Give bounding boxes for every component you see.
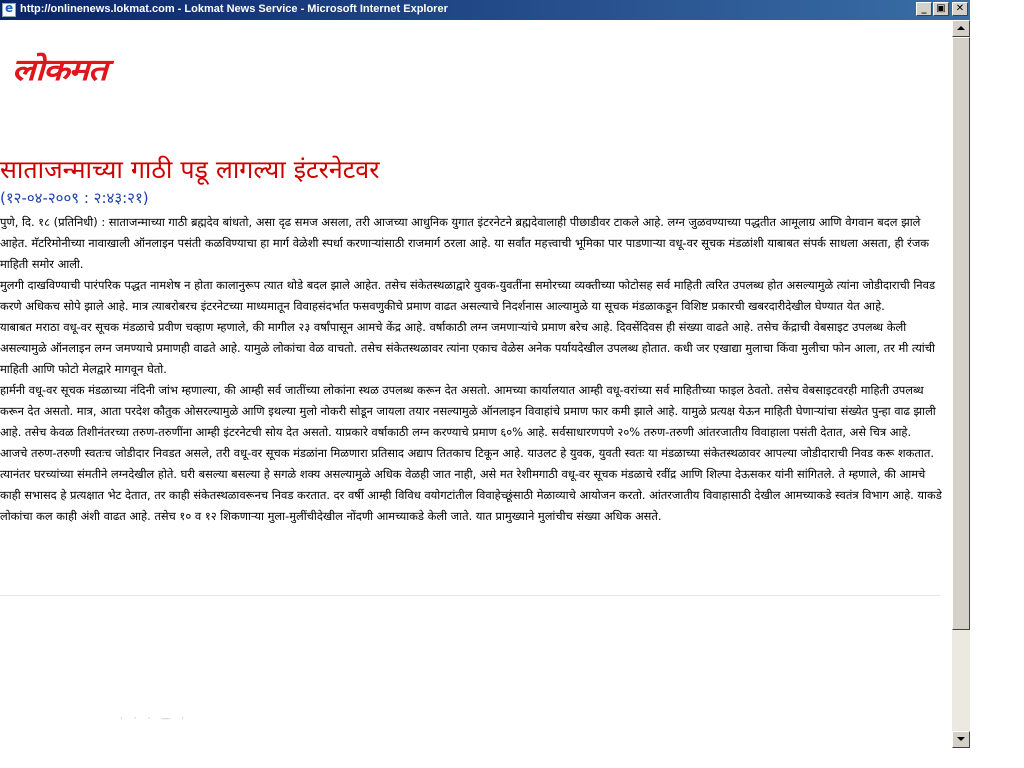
desktop-background [970, 0, 1024, 768]
minimize-button[interactable]: _ [916, 2, 932, 16]
article-body [0, 212, 948, 527]
window-title-bar[interactable] [0, 0, 970, 20]
article-dateline: (१२-०४-२००९ : २:४३:२१) [0, 189, 149, 207]
maximize-button[interactable]: ▣ [933, 2, 949, 16]
close-button[interactable]: ✕ [952, 2, 968, 16]
scroll-down-button[interactable] [952, 731, 970, 748]
window-title: http://onlinenews.lokmat.com - Lokmat News Service - Microsoft Internet Explorer [20, 3, 448, 15]
article-paragraph: पुणे, दि. १८ (प्रतिनिधी) : साताजन्माच्या गाठी ब्रह्मदेव बांधतो, असा दृढ समज असला, तरी आजच्या आधुनिक युगात इंटरनेटने ब्रह्मदेवालाही पीछाडीवर टाकले आहे. लग्न जुळवण्याच्या पद्धतीत आमूलाग्र आणि वेगवान बदल झाले आहेत. मॅटरिमोनीच्या नावाखाली ऑनलाइन पसंती कळविण्याचा हा मार्ग वेळेशी स्पर्धा करणाऱ्यांसाठी राजमार्ग ठरला आहे. या सर्वांत महत्त्वाची भूमिका पार पाडणाऱ्या वधू-वर सूचक मंडळांशी याबाबत संपर्क साधला असता, ही रंजक माहिती समोर आली. [0, 215, 930, 271]
article-headline: साताजन्माच्या गाठी पडू लागल्या इंटरनेटवर [0, 155, 380, 184]
article-paragraph: मुलगी दाखविण्याची पारंपरिक पद्धत नामशेष न होता कालानुरूप त्यात थोडे बदल झाले आहेत. तसेच संकेतस्थळाद्वारे युवक-युवतींना समोरच्या व्यक्तीच्या फोटोसह सर्व माहिती त्वरित उपलब्ध होत असल्यामुळे त्यांना जोडीदाराची निवड करणे अधिकच सोपे झाले आहे. मात्र त्याबरोबरच इंटरनेटच्या माध्यमातून विवाहसंदर्भात फसवणुकीचे प्रमाण वाढत असल्याचे निदर्शनास आल्यामुळे या सूचक मंडळाकडून विशिष्ट प्रकारची खबरदारीदेखील घेण्यात येत आहे. [0, 278, 936, 313]
ie-icon [2, 3, 16, 17]
content-divider [0, 595, 940, 596]
article-paragraph: हार्मनी वधू-वर सूचक मंडळाच्या नंदिनी जांभ म्हणाल्या, की आम्ही सर्व जातींच्या लोकांना स्थळ उपलब्ध करून देत असतो. आमच्या कार्यालयात आम्ही वधू-वरांच्या सर्व माहितीच्या फाइल ठेवतो. तसेच वेबसाइटवरही माहिती उपलब्ध करून देत असतो. मात्र, आता परदेश कौतुक ओसरल्यामुळे आणि इथल्या मुलो नोकरी सोडून जायला तयार नसल्यामुळे ऑनलाइन विवाहांचे प्रमाण फार कमी झाले आहे. यामुळे प्रत्यक्ष येऊन माहिती घेणाऱ्यांचा संख्येत पुन्हा वाढ झाली आहे. तसेच केवळ तिशीनंतरच्या तरुण-तरुणींना आम्ही इंटरनेटची सोय देत असतो. याप्रकारे वर्षाकाठी लग्न करण्याचे प्रमाण ६०% आहे. सर्वसाधारणपणे २०% तरुण-तरुणी आंतरजातीय विवाहाला पसंती देतात, असे चित्र आहे. [0, 383, 936, 439]
arrow-down-icon [957, 737, 965, 741]
vertical-scrollbar[interactable] [952, 20, 970, 748]
article-paragraph: आजचे तरुण-तरुणी स्वतःच जोडीदार निवडत असले, तरी वधू-वर सूचक मंडळांना मिळणारा प्रतिसाद अद्याप तितकाच टिकून आहे. याउलट हे युवक, युवती स्वतः या मंडळाच्या संकेतस्थळावर आपल्या जोडीदाराची निवड करू शकतात. त्यानंतर घरच्यांच्या संमतीने लग्नदेखील होते. घरी बसल्या बसल्या हे सगळे शक्य असल्यामुळे अधिक वेळही जात नाही, असे मत रेशीमगाठी वधू-वर सूचक मंडळाचे रवींद्र आणि शिल्पा देऊसकर यांनी सांगितले. ते म्हणाले, की आमचे काही सभासद हे प्रत्यक्षात भेट देतात, तर काही संकेतस्थळावरूनच निवड करतात. दर वर्षी आम्ही विविध वयोगटांतील विवाहेच्छूंसाठी मेळाव्याचे आयोजन करतो. आंतरजातीय विवाहासाठी देखील आमच्याकडे स्वतंत्र विभाग आहे. याकडे लोकांचा कल काही अंशी वाढत आहे. तसेच १० व १२ शिकणाऱ्या मुला-मुलींचीदेखील नोंदणी आमच्याकडे केली जाते. यात प्रामुख्याने मुलांचीच संख्या अधिक असते. [0, 446, 942, 523]
scrollbar-thumb[interactable] [952, 37, 970, 630]
arrow-up-icon [957, 26, 965, 30]
lokmat-logo[interactable]: लोकमत [12, 53, 107, 88]
scroll-up-button[interactable] [952, 20, 970, 37]
article-paragraph: याबाबत मराठा वधू-वर सूचक मंडळाचे प्रवीण चव्हाण म्हणाले, की मागील २३ वर्षांपासून आमचे केंद्र आहे. वर्षाकाठी लग्न जमणाऱ्यांचे प्रमाण बरेच आहे. दिवसेंदिवस ही संख्या वाढते आहे. तसेच केंद्राची वेबसाइट उपलब्ध केली असल्यामुळे ऑनलाइन लग्न जमण्याचे प्रमाणही वाढते आहे. यामुळे लोकांचा वेळ वाचतो. तसेच संकेतस्थळावर त्यांना एकाच वेळेस अनेक पर्यायदेखील उपलब्ध होतात. कधी जर एखाद्या मुलाचा किंवा मुलीचा फोन आला, तर मी त्यांची माहिती आणि फोटो मेलद्वारे मागवून घेतो. [0, 320, 935, 376]
browser-content [0, 20, 952, 768]
footer-dots: · · · — · [120, 714, 188, 724]
